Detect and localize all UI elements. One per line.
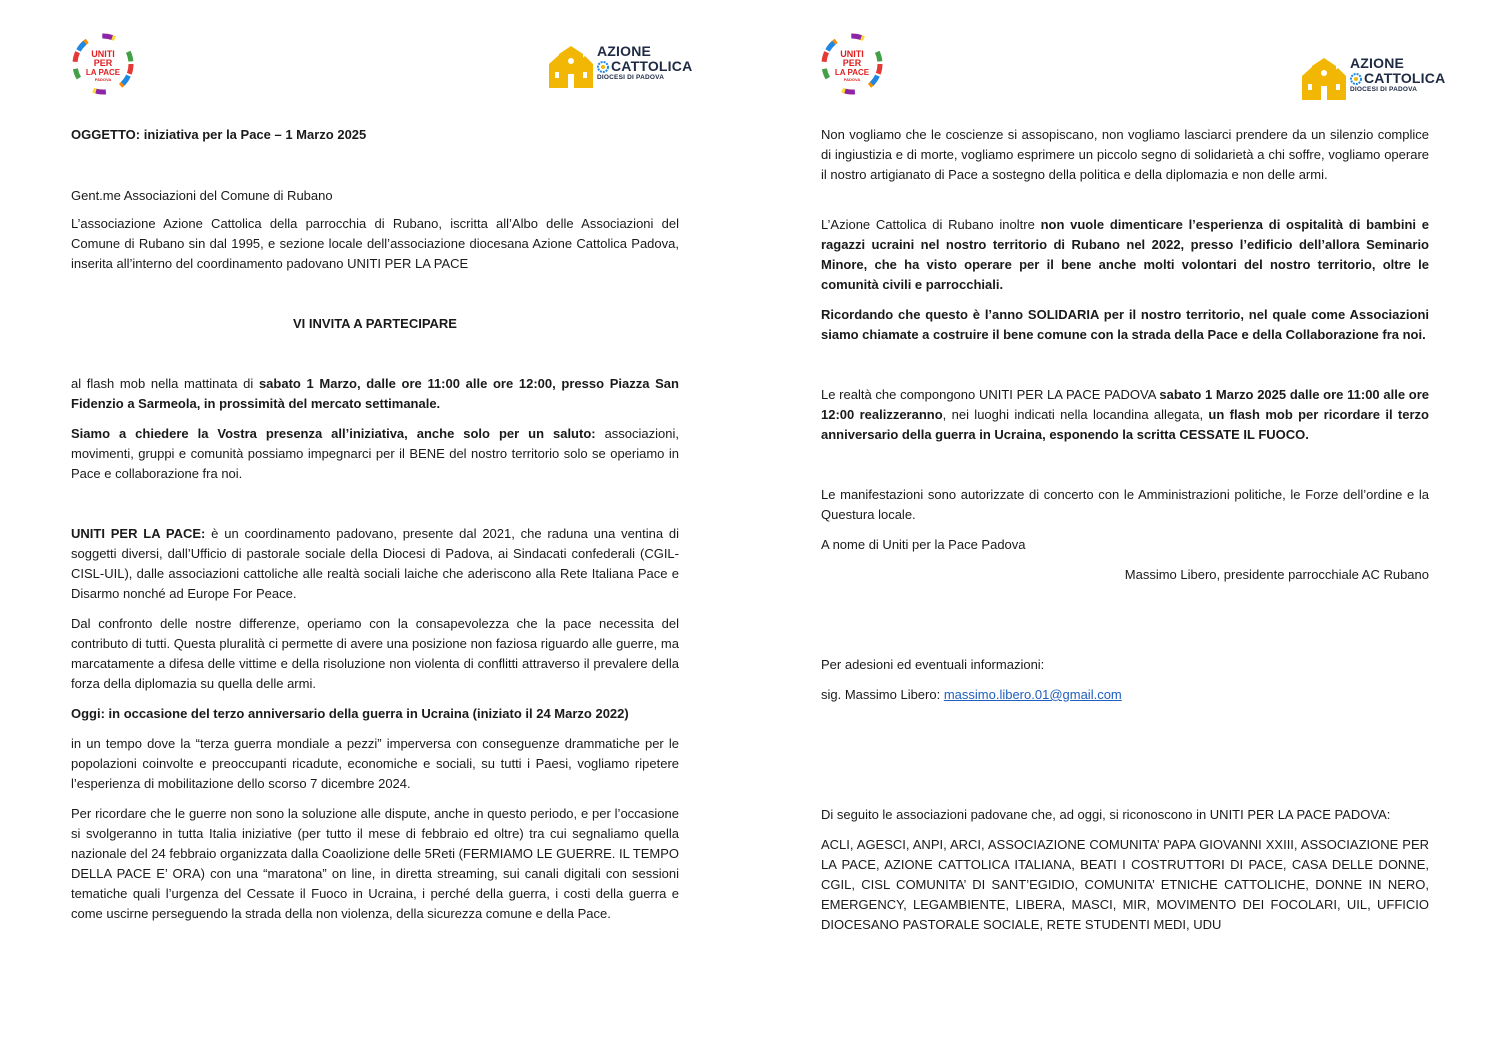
church-icon [1300, 56, 1348, 100]
uniti-per-la-pace-logo [821, 33, 883, 95]
coscienze-paragraph: Non vogliamo che le coscienze si assopiscano, non vogliamo lasciarci prendere da un silenzio complice di ingiustizia e di morte, vogliamo esprimere un piccolo segno di solidarietà a chi soffre, vogliamo operare il nostro artigianato di Pace a sostegno della politica e della diplomazia e non delle armi. [821, 127, 1429, 182]
ac-emblem-icon [597, 61, 609, 73]
ac-logo-line1: AZIONE [1350, 55, 1405, 71]
contact-line: sig. Massimo Libero: massimo.libero.01@gmail.com [821, 687, 1122, 702]
azione-cattolica-logo [547, 44, 692, 88]
svg-text:LA PACE: LA PACE [85, 68, 121, 77]
on-behalf-line: A nome di Uniti per la Pace Padova [821, 537, 1026, 552]
page-2 [750, 0, 1500, 1061]
tempo-paragraph: in un tempo dove la “terza guerra mondiale a pezzi” imperversa con conseguenze drammatiche per le popolazioni coinvolte e preoccupanti ricadute, economiche e sociali, su tutti i Paesi, vogliamo ripetere l’esperienza di mobilitazione dello scorso 7 dicembre 2024. [71, 736, 679, 791]
ospitalita-paragraph: L’Azione Cattolica di Rubano inoltre non vuole dimenticare l’esperienza di ospitalità di bambini e ragazzi ucraini nel nostro territorio di Rubano nel 2022, presso l’edificio dell’allora Seminario Minore, che ha visto operare per il bene anche molti volontari del nostro territorio, oltre le comunità civili e parrocchiali. [821, 217, 1429, 292]
svg-text:UNITI: UNITI [840, 49, 864, 59]
uniti-per-la-pace-logo [72, 33, 134, 95]
invite-heading: VI INVITA A PARTECIPARE [293, 316, 457, 331]
signature: Massimo Libero, presidente parrocchiale AC Rubano [1124, 567, 1429, 582]
email-link[interactable]: massimo.libero.01@gmail.com [943, 687, 1122, 702]
greeting: Gent.me Associazioni del Comune di Rubano [71, 188, 333, 203]
associations-list: ACLI, AGESCI, ANPI, ARCI, ASSOCIAZIONE COMUNITA’ PAPA GIOVANNI XXIII, ASSOCIAZIONE PER LA PACE, AZIONE CATTOLICA ITALIANA, BEATI I COSTRUTTORI DI PACE, CASA DELLE DONNE, CGIL, CISL COMUNITA’ DI SANT’EGIDIO, COMUNITA’ ETNICHE CATTOLICHE, DONNE IN NERO, EMERGENCY, LEGAMBIENTE, LIBERA, MASCI, MIR, MOVIMENTO DEI FOCOLARI, UIL, UFFICIO DIOCESANO PASTORALE SOCIALE, RETE STUDENTI MEDI, UDU [821, 837, 1429, 932]
ricordare-paragraph: Per ricordare che le guerre non sono la soluzione alle dispute, anche in questo periodo, e per l’occasione si svolgeranno in tutta Italia iniziative (per tutto il mese di febbraio ed oltre) tra cui segnaliamo quella nazionale del 24 febbraio organizzata dalla Coaolizione delle 5Reti (FERMIAMO LE GUERRE. IL TEMPO DELLA PACE E’ ORA) con una “maratona” on line, in diretta streaming, sui canali digitali con sessioni tematiche quali l’urgenza del Cessate il Fuoco in Ucraina, i perché della guerra, i costi della guerra e come uscirne perseguendo la strada della non violenza, della sicurezza comune e della Pace. [71, 806, 679, 921]
azione-cattolica-logo [1300, 56, 1445, 100]
svg-text:UNITI: UNITI [91, 49, 115, 59]
svg-text:PER: PER [93, 58, 113, 68]
ac-logo-line2: CATTOLICA [1364, 70, 1446, 86]
intro-paragraph: L’associazione Azione Cattolica della parrocchia di Rubano, iscritta all’Albo delle Associazioni del Comune di Rubano sin dal 1995, e sezione locale dell’associazione diocesana Azione Cattolica Padova, inserita all’interno del coordinamento padovano UNITI PER LA PACE [71, 216, 679, 271]
ac-emblem-icon [1350, 73, 1362, 85]
seguito-line: Di seguito le associazioni padovane che, ad oggi, si riconoscono in UNITI PER LA PACE PADOVA: [821, 807, 1391, 822]
svg-text:LA PACE: LA PACE [834, 68, 870, 77]
presence-paragraph: Siamo a chiedere la Vostra presenza all’iniziativa, anche solo per un saluto: associazioni, movimenti, gruppi e comunità possiamo impegnarci per il BENE del nostro territorio solo se operiamo in Pace e collaborazione fra noi. [71, 426, 679, 481]
confronto-paragraph: Dal confronto delle nostre differenze, operiamo con la consapevolezza che la pace necessita del contributo di tutti. Questa pluralità ci permette di avere una posizione non faziosa riguardo alle guerre, ma marcatamente a difesa delle vittime e della risoluzione non violenta di conflitti attraverso il prevalere della forza della diplomazia su quella delle armi. [71, 616, 679, 691]
flash-mob-paragraph: al flash mob nella mattinata di sabato 1 Marzo, dalle ore 11:00 alle ore 12:00, presso Piazza San Fidenzio a Sarmeola, in prossimità del mercato settimanale. [71, 376, 679, 411]
church-icon [547, 44, 595, 88]
subject-line: OGGETTO: iniziativa per la Pace – 1 Marzo 2025 [71, 127, 367, 142]
ac-logo-line3: DIOCESI DI PADOVA [597, 74, 665, 82]
adesioni-line: Per adesioni ed eventuali informazioni: [821, 657, 1045, 672]
realta-paragraph: Le realtà che compongono UNITI PER LA PACE PADOVA sabato 1 Marzo 2025 dalle ore 11:00 alle ore 12:00 realizzeranno, nei luoghi indicati nella locandina allegata, un flash mob per ricordare il terzo anniversario della guerra in Ucraina, esponendo la scritta CESSATE IL FUOCO. [821, 387, 1429, 442]
ac-logo-line2: CATTOLICA [611, 58, 693, 74]
svg-text:PER: PER [842, 58, 862, 68]
manifestazioni-paragraph: Le manifestazioni sono autorizzate di concerto con le Amministrazioni politiche, le Forze dell’ordine e la Questura locale. [821, 487, 1429, 522]
oggi-heading: Oggi: in occasione del terzo anniversario della guerra in Ucraina (iniziato il 24 Marzo 2022) [71, 706, 629, 721]
ac-logo-line1: AZIONE [597, 43, 652, 59]
solidaria-paragraph: Ricordando che questo è l’anno SOLIDARIA per il nostro territorio, nel quale come Associazioni siamo chiamate a costruire il bene comune con la strada della Pace e della Collaborazione fra noi. [821, 307, 1429, 342]
uniti-paragraph: UNITI PER LA PACE: è un coordinamento padovano, presente dal 2021, che raduna una ventina di soggetti diversi, dall’Ufficio di pastorale sociale della Diocesi di Padova, ai Sindacati confederali (CGIL-CISL-UIL), dalle associazioni cattoliche alle realtà sociali laiche che aderiscono alla Rete Italiana Pace e Disarmo nonché ad Europe For Peace. [71, 526, 679, 601]
svg-text:PADOVA: PADOVA [843, 77, 861, 82]
ac-logo-line3: DIOCESI DI PADOVA [1350, 86, 1418, 94]
svg-text:PADOVA: PADOVA [94, 77, 112, 82]
